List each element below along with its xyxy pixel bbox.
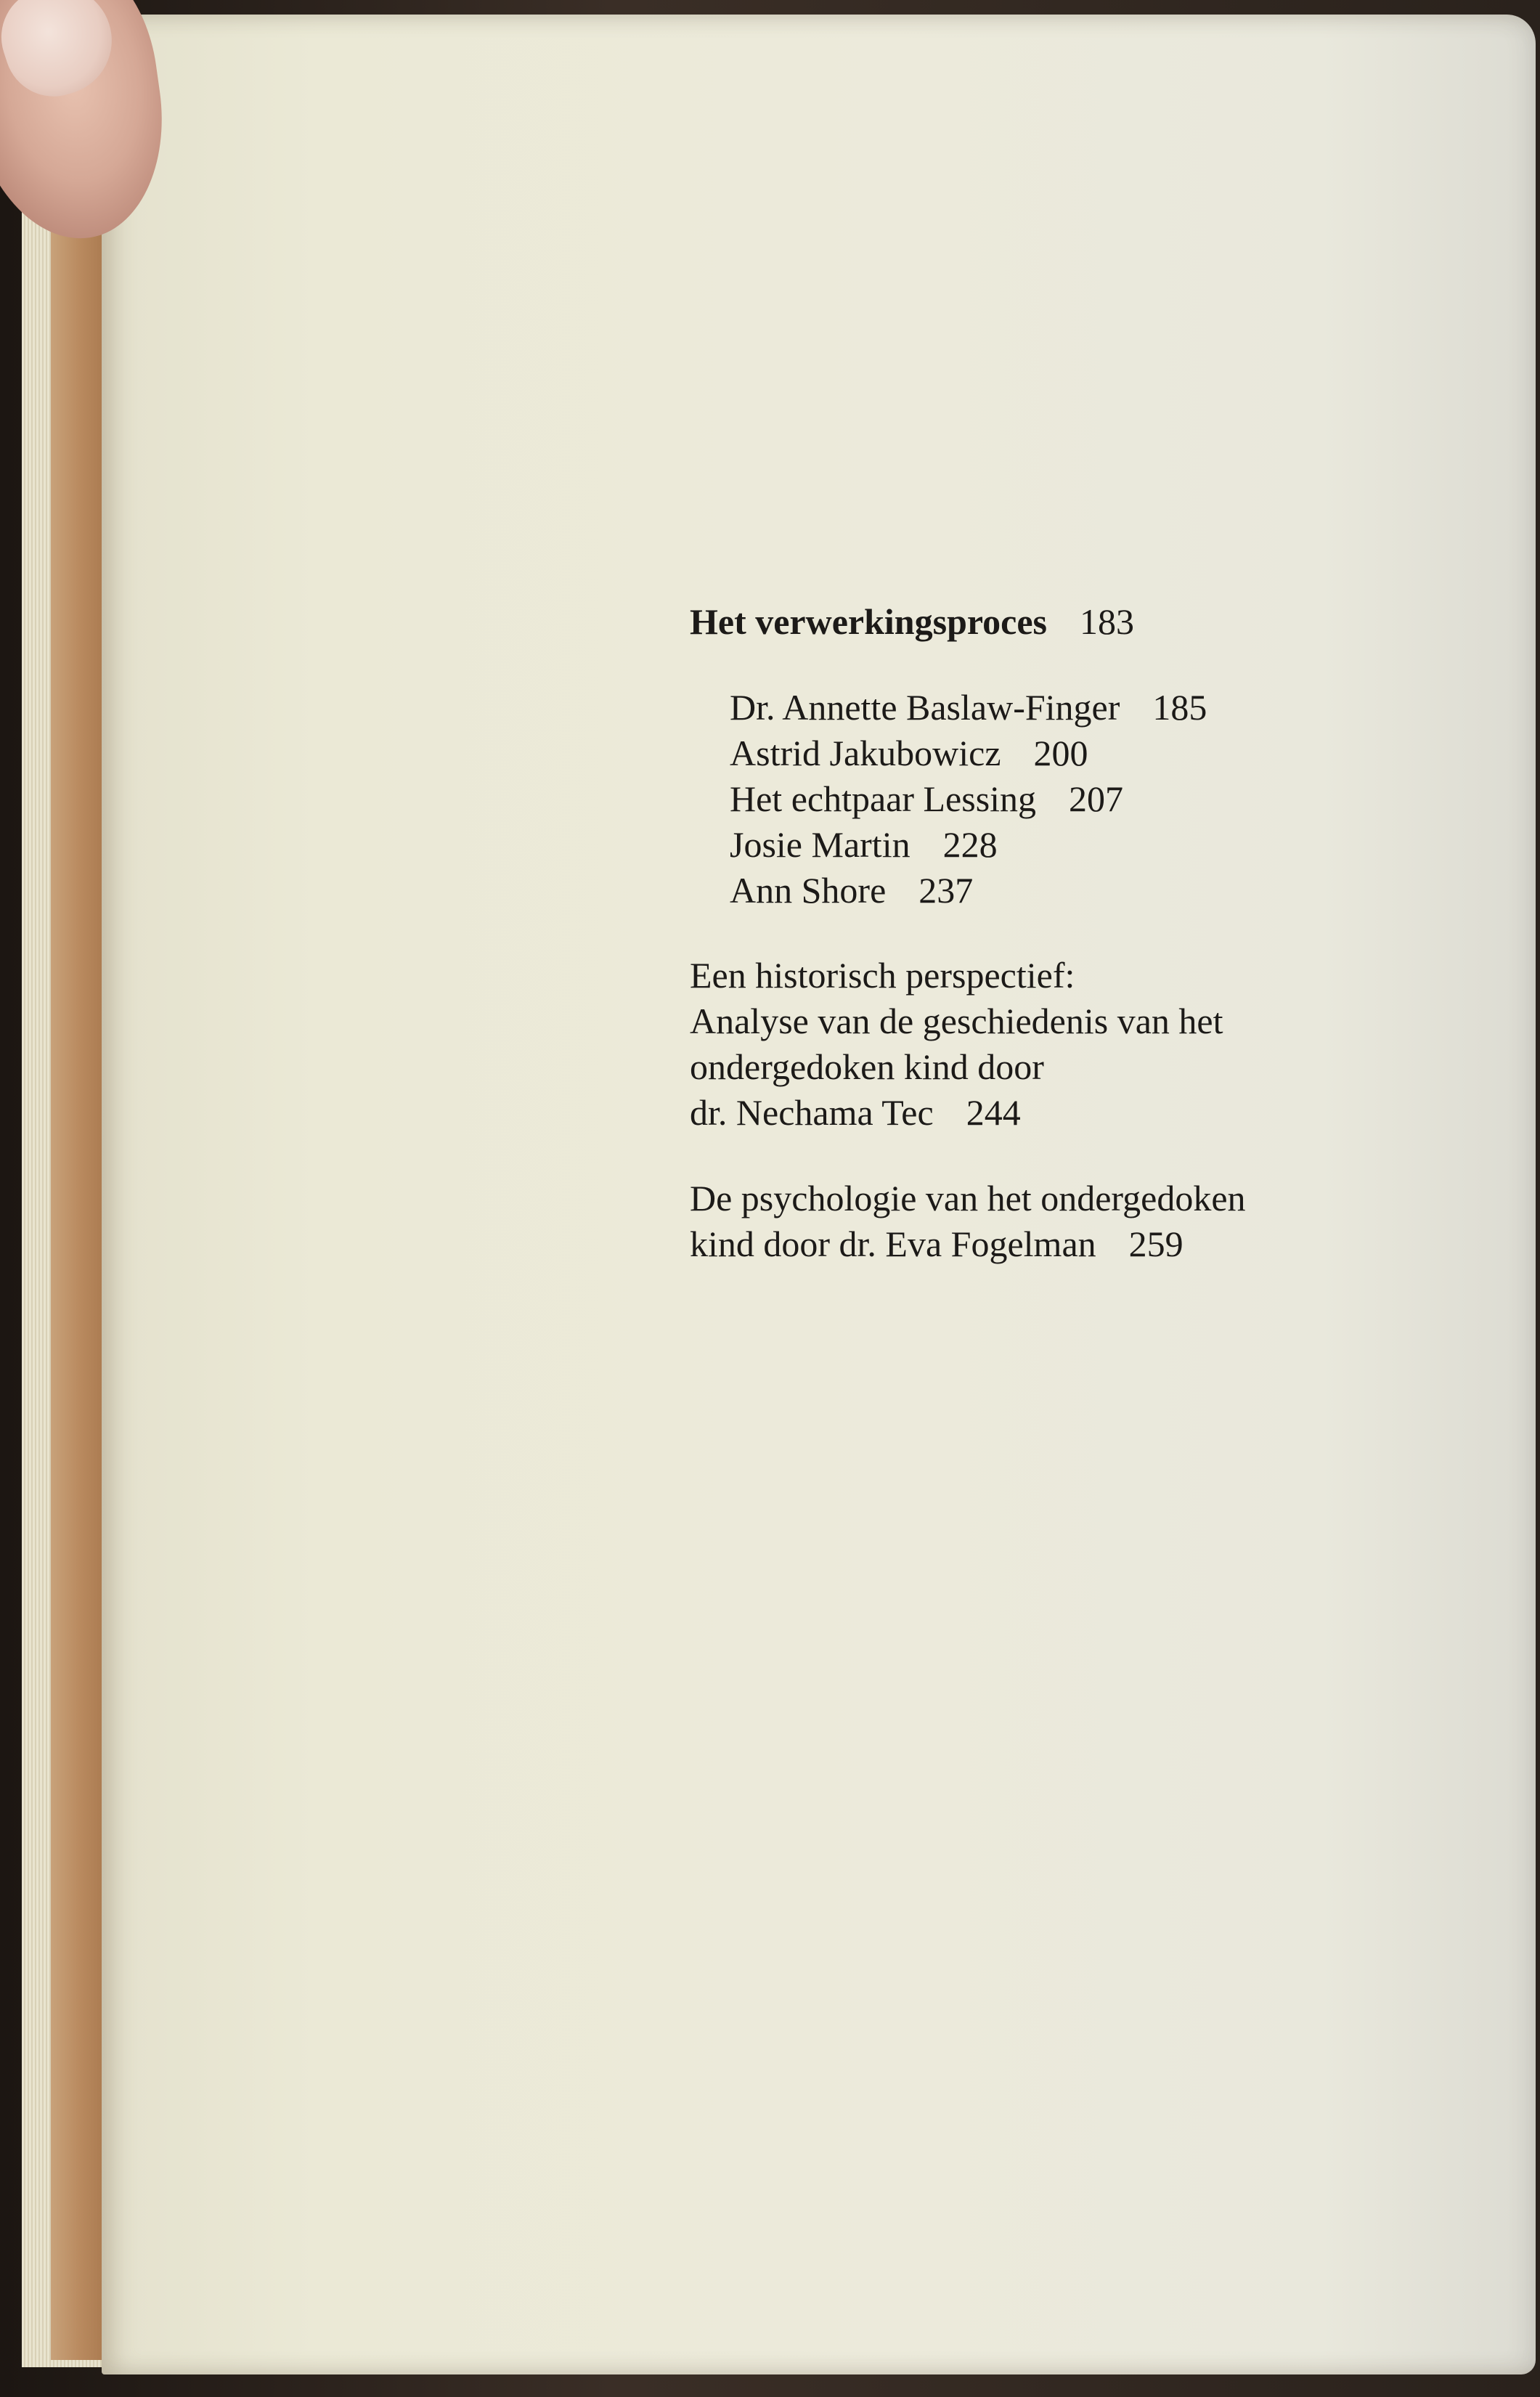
- psychology-page: 259: [1128, 1224, 1183, 1264]
- psychology-line-1: De psychologie van het ondergedoken: [690, 1178, 1246, 1218]
- section-heading-page: 183: [1080, 601, 1135, 642]
- toc-entry-title: Astrid Jakubowicz: [730, 733, 1001, 773]
- historical-line-3: ondergedoken kind door: [690, 1046, 1044, 1087]
- toc-entry-page: 207: [1069, 778, 1124, 819]
- historical-perspective-entry: [690, 953, 1488, 1136]
- section-heading-title: Het verwerkingsproces: [690, 601, 1048, 642]
- thumbnail-nail: [0, 0, 126, 109]
- toc-entry-page: 185: [1152, 687, 1207, 728]
- toc-entry-title: Josie Martin: [730, 824, 910, 865]
- toc-entry-title: Het echtpaar Lessing: [730, 778, 1037, 819]
- toc-entry: [730, 685, 1488, 731]
- toc-entry: [730, 731, 1488, 776]
- toc-entry-title: Dr. Annette Baslaw-Finger: [730, 687, 1120, 728]
- book-page: [102, 15, 1536, 2374]
- table-of-contents: [690, 599, 1488, 1307]
- historical-line-1: Een historisch perspectief:: [690, 955, 1075, 996]
- toc-entry-page: 228: [942, 824, 998, 865]
- historical-line-2: Analyse van de geschiedenis van het: [690, 1001, 1223, 1041]
- historical-author: dr. Nechama Tec: [690, 1092, 934, 1133]
- toc-entry-page: 237: [918, 870, 974, 911]
- historical-page: 244: [966, 1092, 1021, 1133]
- psychology-author: kind door dr. Eva Fogelman: [690, 1224, 1096, 1264]
- toc-entry-title: Ann Shore: [730, 870, 887, 911]
- cover-edge: [51, 182, 109, 2360]
- toc-entry-page: 200: [1033, 733, 1088, 773]
- toc-entry: [730, 822, 1488, 868]
- psychology-entry: [690, 1176, 1488, 1267]
- section-heading: [690, 599, 1488, 645]
- psychology-line-2: [690, 1221, 1488, 1267]
- section-entries: [690, 685, 1488, 913]
- toc-entry: [730, 776, 1488, 822]
- historical-line-4: [690, 1090, 1488, 1136]
- toc-entry: [730, 868, 1488, 913]
